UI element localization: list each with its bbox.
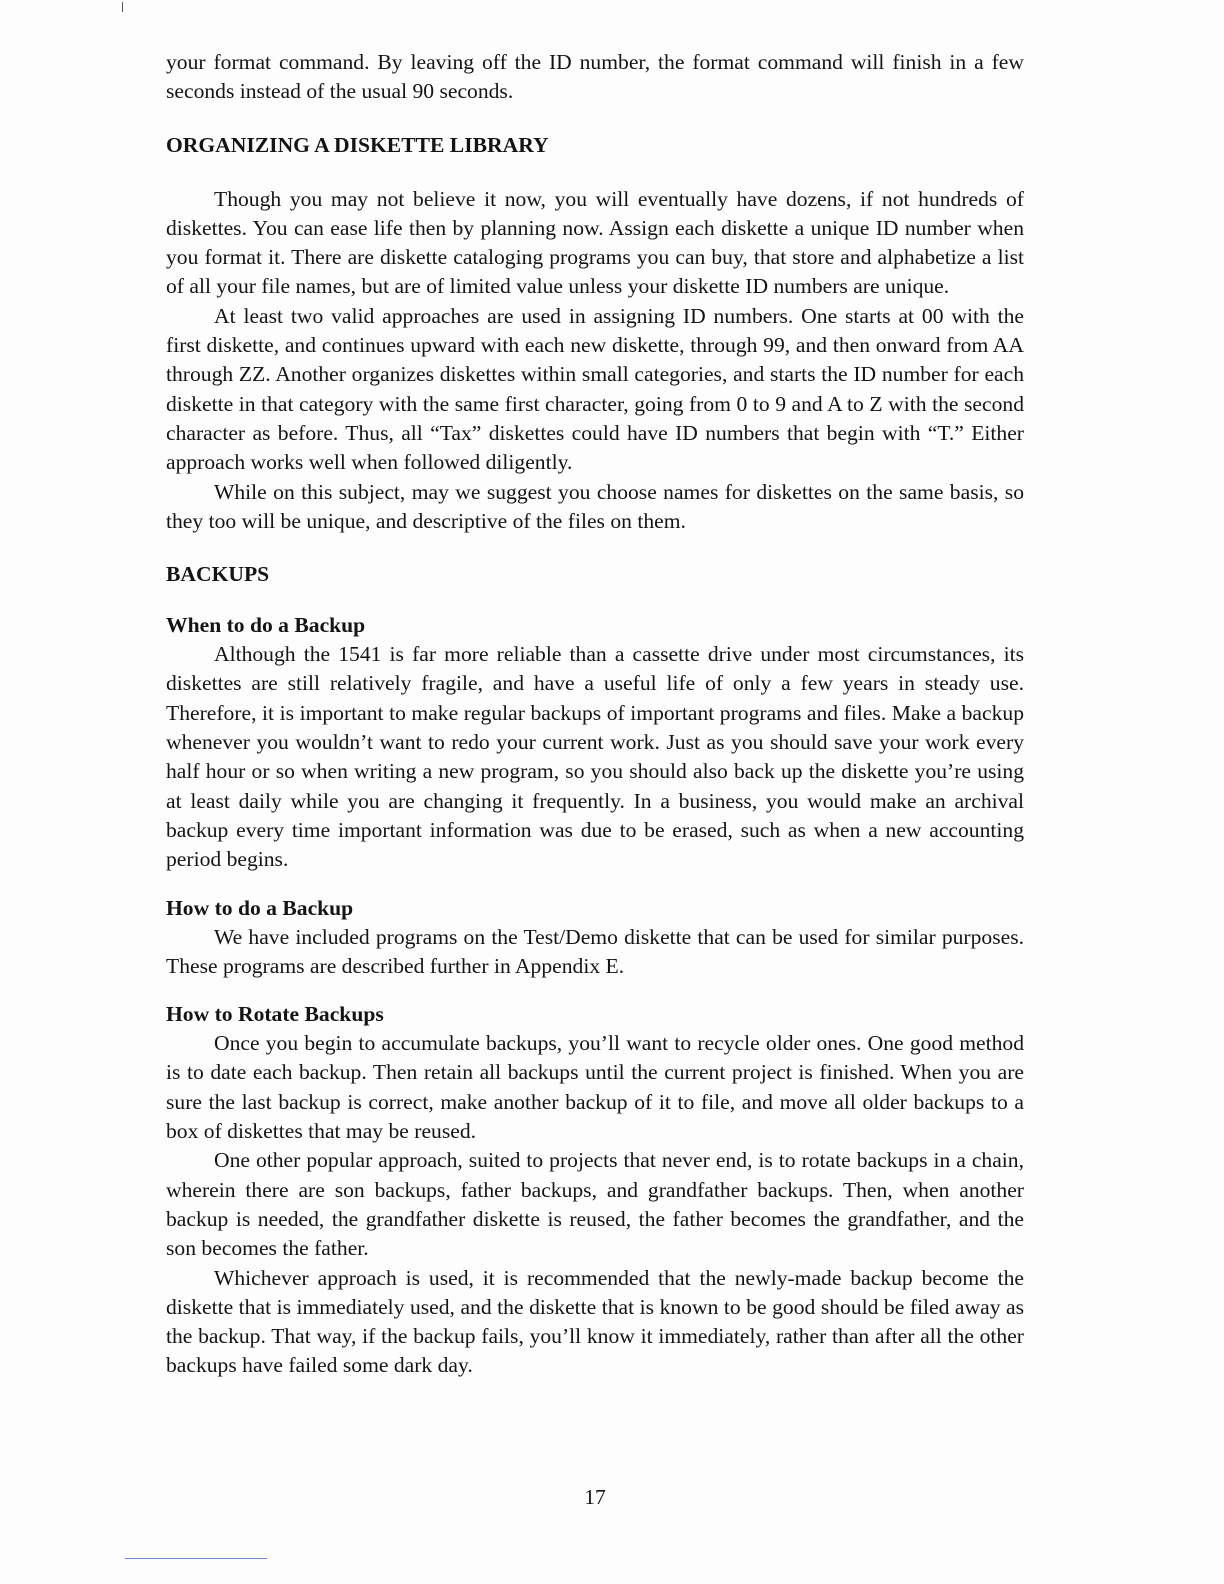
scan-mark (122, 2, 123, 12)
intro-paragraph: your format command. By leaving off the ID number, the format command will finish in a few seconds instead of the usual 90 seconds. (166, 50, 1024, 104)
subsection-heading: When to do a Backup (166, 613, 366, 638)
section-backups (166, 560, 1024, 1381)
page-number: 17 (584, 1485, 606, 1509)
section-heading: BACKUPS (166, 562, 270, 587)
subsection-how-to-backup (166, 894, 1024, 982)
subsection-heading: How to Rotate Backups (166, 1002, 384, 1027)
paragraph: While on this subject, may we suggest you choose names for diskettes on the same basis, so they too will be unique, and descriptive of the files on them. (166, 479, 1024, 533)
paragraph: Although the 1541 is far more reliable than a cassette drive under most circumstances, its diskettes are still relatively fragile, and have a useful life of only a few years in steady use. Therefore, it is important to make regular backups of important programs and files. Make a backup whenever you wouldn’t want to redo your current work. Just as you should save your work every half hour or so when writing a new program, so you should also back up the diskette you’re using at least daily while you are changing it frequently. In a business, you would make an archival backup every time important information was due to be erased, such as when a new accounting period begins. (166, 642, 1024, 872)
subsection-when-to-backup (166, 611, 1024, 874)
bottom-rule (125, 1558, 267, 1559)
section-heading: ORGANIZING A DISKETTE LIBRARY (166, 132, 549, 157)
paragraph: One other popular approach, suited to projects that never end, is to rotate backups in a chain, wherein there are son backups, father backups, and grandfather backups. Then, when another backup is needed, the grandfather diskette is reused, the father becomes the grandfather, and the son becomes the father. (166, 1148, 1024, 1261)
paragraph: Whichever approach is used, it is recommended that the newly-made backup become the diskette that is immediately used, and the diskette that is known to be good should be filed away as the backup. That way, if the backup fails, you’ll know it immediately, rather than after all the other backups have failed some dark day. (166, 1265, 1024, 1378)
paragraph: At least two valid approaches are used in assigning ID numbers. One starts at 00 with the first diskette, and continues upward with each new diskette, through 99, and then onward from AA through ZZ. Another organizes diskettes within small categories, and starts the ID number for each diskette in that category with the same first character, going from 0 to 9 and A to Z with the second character as before. Thus, all “Tax” diskettes could have ID numbers that begin with “T.” Either approach works well when followed diligently. (166, 303, 1024, 475)
section-organizing-diskette-library (166, 131, 1024, 537)
paragraph: Once you begin to accumulate backups, you’ll want to recycle older ones. One good method is to date each backup. Then retain all backups until the current project is finished. When you are sure the last backup is correct, make another backup of it to file, and move all older backups to a box of diskettes that may be reused. (166, 1031, 1024, 1144)
document-page (166, 48, 1024, 1381)
subsection-rotate-backups (166, 1000, 1024, 1381)
paragraph: Though you may not believe it now, you will eventually have dozens, if not hundreds of diskettes. You can ease life then by planning now. Assign each diskette a unique ID number when you format it. There are diskette cataloging programs you can buy, that store and alphabetize a list of all your file names, but are of limited value unless your diskette ID numbers are unique. (166, 186, 1024, 299)
subsection-heading: How to do a Backup (166, 895, 354, 920)
paragraph: We have included programs on the Test/Demo diskette that can be used for similar purposes. These programs are described further in Appendix E. (166, 924, 1024, 978)
